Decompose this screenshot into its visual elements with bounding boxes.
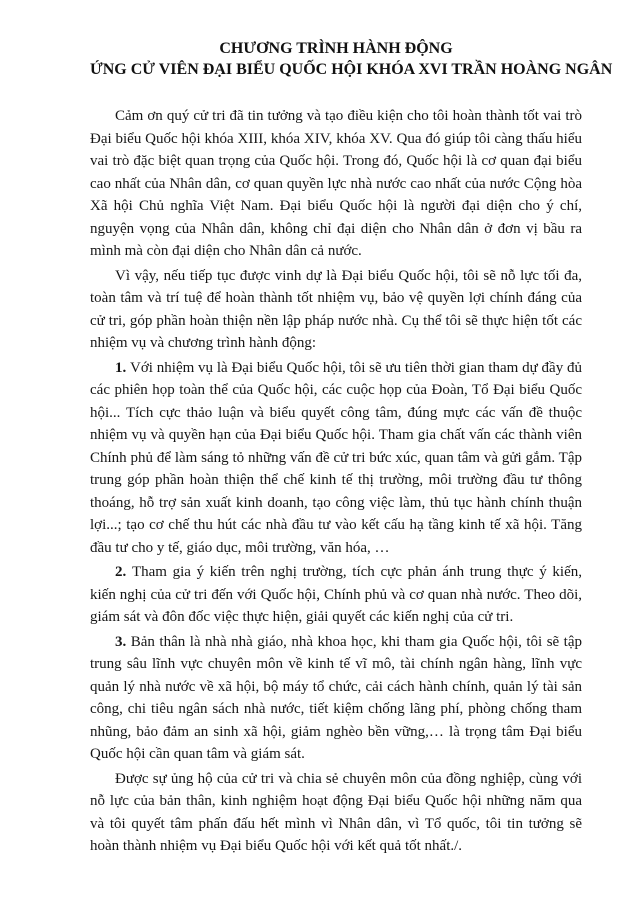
paragraph: 3. Bản thân là nhà nhà giáo, nhà khoa học, khi tham gia Quốc hội, tôi sẽ tập trung sâu lĩnh vực chuyên môn về kinh tế vĩ mô, tài chính ngân hàng, lĩnh vực quản lý nhà nước về xã hội, bộ máy tổ chức, cải cách hành chính, quản lý tài sản công, chi tiêu ngân sách nhà nước, tiết kiệm chống lãng phí, phòng chống tham nhũng, bảo đảm an sinh xã hội, giảm nghèo bền vững,… là trọng tâm Đại biểu Quốc hội cần quan tâm và giám sát. — [90, 633, 583, 762]
document-body — [90, 105, 582, 858]
paragraph-number: 2. — [115, 564, 132, 580]
paragraph: Vì vậy, nếu tiếp tục được vinh dự là Đại biểu Quốc hội, tôi sẽ nỗ lực tối đa, toàn tâm và trí tuệ để hoàn thành tốt nhiệm vụ, bảo vệ quyền lợi chính đáng của cử tri, góp phần hoàn thiện nền lập pháp nước nhà. Cụ thể tôi sẽ thực hiện tốt các nhiệm vụ và chương trình hành động: — [90, 267, 582, 351]
paragraph: Được sự ủng hộ của cử tri và chia sẻ chuyên môn của đồng nghiệp, cùng với nỗ lực của bản thân, kinh nghiệm hoạt động Đại biểu Quốc hội những năm qua và tôi quyết tâm phấn đấu hết mình vì Nhân dân, vì Tổ quốc, tôi tin tưởng sẽ hoàn thành nhiệm vụ Đại biểu Quốc hội với kết quả tốt nhất./. — [90, 770, 582, 854]
paragraph-number: 3. — [115, 633, 131, 650]
document-title-line-1: CHƯƠNG TRÌNH HÀNH ĐỘNG — [219, 40, 453, 57]
paragraph: 2. Tham gia ý kiến trên nghị trường, tích cực phản ánh trung thực ý kiến, kiến nghị của cử tri đến với Quốc hội, Chính phủ và cơ quan nhà nước. Theo dõi, giám sát và đôn đốc việc thực hiện, giải quyết các kiến nghị của cử tri. — [90, 564, 583, 625]
document-title-line-2: ỨNG CỬ VIÊN ĐẠI BIỂU QUỐC HỘI KHÓA XVI TRẦN HOÀNG NGÂN — [90, 61, 613, 78]
paragraph-number: 1. — [115, 359, 131, 376]
document-title — [90, 38, 613, 80]
paragraph: 1. Với nhiệm vụ là Đại biểu Quốc hội, tôi sẽ ưu tiên thời gian tham dự đầy đủ các phiên họp toàn thể của Quốc hội, các cuộc họp của Đoàn, Tổ Đại biểu Quốc hội... Tích cực thảo luận và biểu quyết công tâm, đúng mực các vấn đề thuộc nhiệm vụ và quyền hạn của Đại biểu Quốc hội. Tham gia chất vấn các thành viên Chính phủ để làm sáng tỏ những vấn đề cử tri bức xúc, quan tâm và gửi gắm. Tập trung góp phần hoàn thiện thể chế kinh tế thị trường, môi trường đầu tư thông thoáng, hỗ trợ sản xuất kinh doanh, tạo công việc làm, thủ tục hành chính thuận lợi...; tạo cơ chế thu hút các nhà đầu tư vào kết cấu hạ tầng kinh tế xã hội. Tăng đầu tư cho y tế, giáo dục, môi trường, văn hóa, … — [90, 359, 583, 556]
paragraph: Cảm ơn quý cử tri đã tin tưởng và tạo điều kiện cho tôi hoàn thành tốt vai trò Đại biểu Quốc hội khóa XIII, khóa XIV, khóa XV. Qua đó giúp tôi càng thấu hiểu vai trò đặc biệt quan trọng của Quốc hội. Trong đó, Quốc hội là cơ quan đại biểu cao nhất của Nhân dân, cơ quan quyền lực nhà nước cao nhất của nước Cộng hòa Xã hội Chủ nghĩa Việt Nam. Đại biểu Quốc hội là người đại diện cho ý chí, nguyện vọng của Nhân dân, không chỉ đại diện cho Nhân dân ở đơn vị bầu ra mình mà còn đại diện cho Nhân dân cả nước. — [90, 108, 582, 259]
